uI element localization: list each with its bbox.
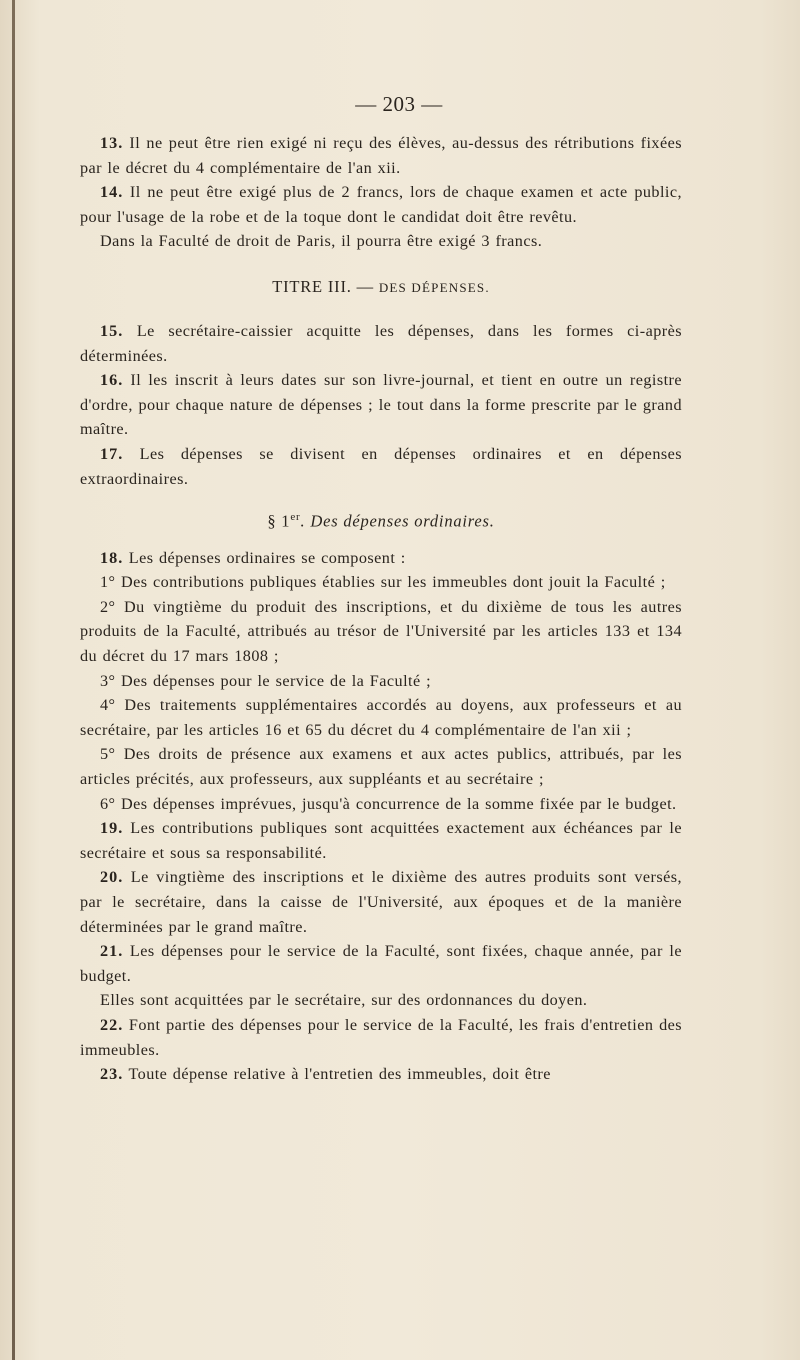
section-mark: § 1 <box>267 511 291 531</box>
title-heading <box>80 277 682 297</box>
article-number: 21. <box>100 942 124 961</box>
page-binding-edge <box>12 0 15 1360</box>
paragraph <box>80 865 682 939</box>
title-main: TITRE III. — <box>272 276 379 296</box>
paragraph-text: Il ne peut être exigé plus de 2 francs, lors de chaque examen et acte public, pour l'usage de la robe et de la toque dont le candidat doit être revêtu. <box>80 183 682 226</box>
paragraph-text: Les dépenses pour le service de la Faculté, sont fixées, chaque année, par le budget. <box>80 942 682 985</box>
section-title: . Des dépenses ordinaires. <box>300 511 495 531</box>
title-small-caps: DES DÉPENSES. <box>378 279 490 295</box>
paragraph <box>80 939 682 988</box>
paragraph-text: 1° Des contributions publiques établies sur les immeubles dont jouit la Faculté ; <box>100 573 666 592</box>
paragraph <box>80 319 682 368</box>
paragraph <box>80 1013 682 1062</box>
article-number: 19. <box>100 819 124 838</box>
paragraph-text: Les dépenses ordinaires se composent : <box>123 548 406 567</box>
paragraphs-bottom <box>80 546 682 1087</box>
paragraph <box>80 792 682 817</box>
paragraph-text: Toute dépense relative à l'entretien des immeubles, doit être <box>123 1065 551 1084</box>
paragraph-text: Il ne peut être rien exigé ni reçu des élèves, au-dessus des rétributions fixées par le décret du 4 complémentaire de l'an xii. <box>80 134 682 177</box>
page-number: — 203 — <box>355 92 443 116</box>
paragraph <box>80 229 682 254</box>
section-sup: er <box>290 511 301 524</box>
paragraph <box>80 131 682 180</box>
article-number: 18. <box>100 548 124 567</box>
paragraph-text: Les dépenses se divisent en dépenses ordinaires et en dépenses extraordinaires. <box>80 444 682 488</box>
paragraph-text: Il les inscrit à leurs dates sur son livre-journal, et tient en outre un registre d'ordre, pour chaque nature de dépenses ; le tout dans la forme prescrite par le grand maître. <box>80 371 682 439</box>
paragraph <box>80 368 682 442</box>
paragraph-text: Le vingtième des inscriptions et le dixième des autres produits sont versés, par le secrétaire, dans la caisse de l'Université, aux époques et de la manière déterminées par le grand maître. <box>80 868 682 936</box>
paragraph-text: Les contributions publiques sont acquittées exactement aux échéances par le secrétaire et sous sa responsabilité. <box>80 819 682 862</box>
paragraph <box>80 816 682 865</box>
paragraph <box>80 180 682 229</box>
paragraph-text: 6° Des dépenses imprévues, jusqu'à concurrence de la somme fixée par le budget. <box>100 794 677 813</box>
article-number: 17. <box>100 444 124 463</box>
paragraph <box>80 442 682 491</box>
paragraph-text: 3° Des dépenses pour le service de la Faculté ; <box>100 671 432 690</box>
paragraphs-middle <box>80 319 682 491</box>
article-number: 14. <box>100 183 124 202</box>
article-number: 15. <box>100 321 124 340</box>
article-number: 16. <box>100 371 124 390</box>
article-number: 13. <box>100 134 124 152</box>
paragraph <box>80 742 682 791</box>
paragraph <box>80 595 682 669</box>
paragraph-text: Font partie des dépenses pour le service de la Faculté, les frais d'entretien des immeubles. <box>80 1015 682 1059</box>
page-content <box>80 92 682 1087</box>
paragraph <box>80 570 682 595</box>
paragraph-text: 2° Du vingtième du produit des inscriptions, et du dixième de tous les autres produits de la Faculté, attribués au trésor de l'Université par les articles 133 et 134 du décret du 17 mars 1808 ; <box>80 597 682 665</box>
paragraph <box>80 669 682 694</box>
section-heading <box>80 511 682 532</box>
paragraph-text: 5° Des droits de présence aux examens et aux actes publics, attribués, par les articles précités, aux professeurs, aux suppléants et au secrétaire ; <box>80 745 682 788</box>
paragraph-text: Elles sont acquittées par le secrétaire, sur des ordonnances du doyen. <box>100 991 588 1010</box>
paragraph-text: Dans la Faculté de droit de Paris, il pourra être exigé 3 francs. <box>100 232 543 251</box>
paragraph-text: Le secrétaire-caissier acquitte les dépenses, dans les formes ci-après déterminées. <box>80 321 682 365</box>
paragraph <box>80 1062 682 1087</box>
paragraph <box>80 693 682 742</box>
paragraph <box>80 546 682 571</box>
paragraph-text: 4° Des traitements supplémentaires accordés au doyens, aux professeurs et au secrétaire, par les articles 16 et 65 du décret du 4 complémentaire de l'an xii ; <box>80 696 682 739</box>
article-number: 20. <box>100 868 124 887</box>
paragraphs-top <box>80 131 682 254</box>
paragraph <box>80 988 682 1013</box>
article-number: 23. <box>100 1065 124 1084</box>
article-number: 22. <box>100 1015 124 1034</box>
